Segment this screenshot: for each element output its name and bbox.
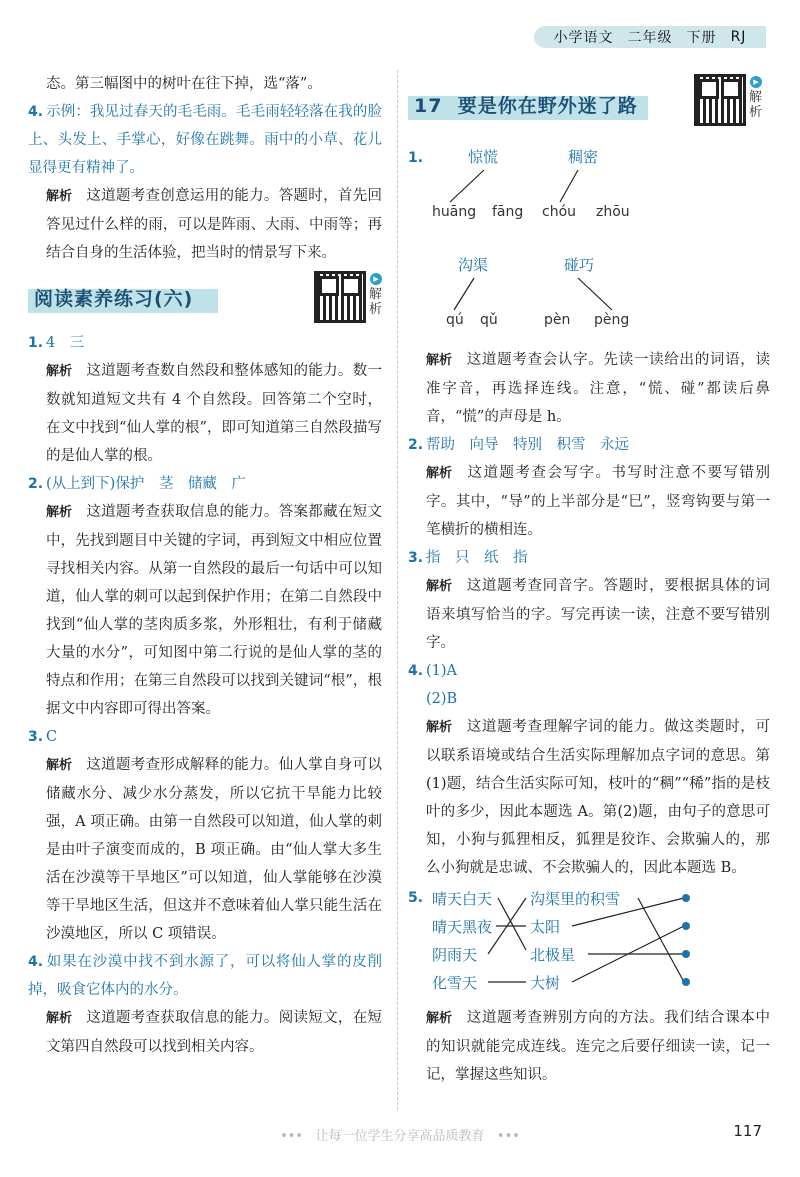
r-q3-answer-text: 指 只 纸 指: [426, 550, 528, 566]
page-number: 117: [733, 1122, 762, 1140]
match-line: [572, 898, 684, 926]
header-subject: 小学语文: [553, 30, 614, 46]
analysis-tag: 解析: [426, 353, 453, 368]
r-q5-number: 5.: [408, 890, 424, 906]
pinyin-3: chóu: [542, 204, 577, 220]
match-line: [450, 170, 484, 202]
q5-right-1: 沟渠里的积雪: [530, 890, 621, 908]
q2-number: 2.: [28, 476, 44, 492]
r-q3-number: 3.: [408, 550, 424, 566]
qr-code-icon[interactable]: [694, 74, 746, 126]
q1-matching: [408, 136, 770, 346]
play-icon: ▶: [370, 273, 382, 285]
q1-analysis-text: 这道题考查数自然段和整体感知的能力。数一数就知道短文共有 4 个自然段。回答第二个空时，在文中找到“仙人掌的根”，即可知道第三自然段描写的是仙人掌的根。: [46, 363, 382, 464]
q4-top-text: 示例：我见过春天的毛毛雨。毛毛雨轻轻落在我的脸上、头发上、手掌心，好像在跳舞。雨中的小草、花儿显得更有精神了。: [28, 104, 382, 176]
q5-match-lines: [408, 886, 770, 1004]
r-q1-analysis-text: 这道题考查会认字。先读一读给出的词语，读准字音，再选择连线。注意，“慌、碰”都读后鼻音，“慌”的声母是 h。: [426, 352, 770, 425]
r-q4-number: 4.: [408, 663, 424, 679]
analysis-tag: 解析: [426, 466, 453, 481]
pinyin-1: huāng: [432, 204, 477, 220]
match-line: [638, 898, 684, 982]
pinyin-6: qǔ: [480, 312, 498, 328]
q4-top-analysis: [28, 182, 382, 267]
analysis-tag: 解析: [426, 720, 453, 735]
q4-answer: [28, 948, 382, 1004]
analysis-tag: 解析: [46, 364, 73, 379]
q5-left-2: 晴天黑夜: [432, 918, 493, 936]
header-edition: RJ: [730, 29, 747, 45]
analysis-tag: 解析: [46, 1011, 73, 1026]
q4-number: 4.: [28, 954, 44, 970]
r-q3-answer: [408, 544, 770, 572]
right-column: [408, 70, 770, 1089]
q5-right-2: 太阳: [530, 918, 561, 936]
r-q2-analysis: [408, 459, 770, 544]
q2-answer-text: (从上到下)保护 茎 储藏 广: [46, 476, 246, 492]
r-q1-analysis: [408, 346, 770, 431]
match-line: [560, 170, 578, 202]
footer: [0, 1125, 800, 1144]
r-q2-number: 2.: [408, 437, 424, 453]
section-header: [28, 277, 382, 321]
r-q4-analysis-text: 这道题考查理解字词的能力。做这类题时，可以联系语境或结合生活实际理解加点字词的意思。第(1)题，结合生活实际可知，枝叶的“稠”“稀”指的是枝叶的多少，因此本题选 A。第(2)题，由句子的意思可知，小狗与狐狸相反，狐狸是狡诈、会欺骗人的，那么小狗就是忠诚、不会欺骗人的，因此本题选 B。: [426, 719, 770, 876]
q2-answer: [28, 470, 382, 498]
q3-answer: [28, 723, 382, 751]
match-dot: [682, 978, 690, 986]
q1-answer: [28, 329, 382, 357]
pinyin-7: pèn: [544, 312, 571, 328]
q4-top-answer: [28, 98, 382, 182]
q5-left-3: 阴雨天: [432, 946, 478, 964]
lesson-title-text: 要是你在野外迷了路: [457, 95, 638, 117]
left-column: [28, 70, 382, 1061]
q4-analysis-text: 这道题考查获取信息的能力。阅读短文，在短文第四自然段可以找到相关内容。: [46, 1010, 382, 1055]
q1-number: 1.: [28, 335, 44, 351]
qr-label: 解析: [369, 287, 383, 317]
q3-analysis-text: 这道题考查形成解释的能力。仙人掌自身可以储藏水分、减少水分蒸发，所以它抗干旱能力比较强，A 项正确。由第一自然段可以知道，仙人掌的刺是由叶子演变而成的，B 项正确。由“仙人掌大多生活在沙漠等干旱地区”可以知道，仙人掌能够在沙漠等干旱地区生活，但这并不意味着仙人掌只能生活在沙漠地区，所以 C 项错误。: [46, 757, 382, 942]
word-4: 碰巧: [564, 256, 595, 274]
qr-code-icon[interactable]: [314, 271, 366, 323]
r-q2-answer-text: 帮助 向导 特别 积雪 永远: [426, 437, 629, 453]
match-dot: [682, 950, 690, 958]
q4-analysis: [28, 1004, 382, 1061]
pinyin-5: qú: [446, 312, 464, 328]
lesson-header: [408, 78, 770, 128]
q5-matching: [408, 886, 770, 1004]
r-q2-answer: [408, 431, 770, 459]
q4-answer-text: 如果在沙漠中找不到水源了，可以将仙人掌的皮削掉，吸食它体内的水分。: [28, 954, 382, 998]
q5-left-4: 化雪天: [432, 974, 478, 992]
analysis-tag: 解析: [46, 505, 73, 520]
q1-analysis: [28, 357, 382, 470]
q5-right-4: 大树: [530, 974, 561, 992]
q3-number: 3.: [28, 729, 44, 745]
footer-slogan: 让每一位学生分享高品质教育: [315, 1129, 485, 1144]
r-q3-analysis-text: 这道题考查同音字。答题时，要根据具体的词语来填写恰当的字。写完再读一读，注意不要写错别字。: [426, 578, 770, 651]
header-term: 下册: [686, 30, 717, 46]
r-q4-answer2: (2)B: [426, 691, 458, 707]
word-3: 沟渠: [458, 256, 489, 274]
qr-label: 解析: [749, 90, 763, 120]
pinyin-2: fāng: [492, 204, 524, 220]
match-line: [578, 278, 612, 310]
column-divider: [397, 70, 398, 1110]
footer-dots-left: •••: [280, 1129, 304, 1144]
section-title: 阅读素养练习(六): [34, 288, 194, 310]
lesson-title: [414, 91, 638, 118]
r-q3-analysis: [408, 572, 770, 657]
analysis-tag: 解析: [426, 1011, 453, 1026]
header-bar: [534, 26, 766, 48]
analysis-tag: 解析: [426, 579, 453, 594]
play-icon: ▶: [750, 76, 762, 88]
r-q4-answer: [408, 657, 770, 685]
q1-number: 1.: [408, 150, 424, 166]
q3-analysis: [28, 751, 382, 948]
q2-analysis: [28, 498, 382, 723]
q1-match-lines: [408, 136, 770, 346]
q1-answer-text: 4 三: [46, 335, 85, 351]
r-q4-analysis: [408, 713, 770, 882]
pinyin-4: zhōu: [596, 204, 630, 220]
r-q2-analysis-text: 这道题考查会写字。书写时注意不要写错别字。其中，“导”的上半部分是“巳”，竖弯钩要与第一笔横折的横相连。: [426, 465, 770, 538]
r-q5-analysis-text: 这道题考查辨别方向的方法。我们结合课本中的知识就能完成连线。连完之后要仔细读一读，记一记，掌握这些知识。: [426, 1010, 770, 1083]
word-2: 稠密: [568, 148, 599, 166]
analysis-tag: 解析: [46, 758, 73, 773]
q4-top-number: 4.: [28, 104, 44, 120]
q2-analysis-text: 这道题考查获取信息的能力。答案都藏在短文中，先找到题目中关键的字词，再到短文中相应位置寻找相关内容。从第一自然段的最后一句话中可以知道，仙人掌的刺可以起到保护作用；在第二自然段中找到“仙人掌的茎肉质多浆，外形粗壮，有利于储藏大量的水分”，可知图中第二行说的是仙人掌的茎的特点和作用；在第三自然段可以找到关键词“根”，根据文中内容即可得出答案。: [46, 504, 382, 717]
q3-answer-text: C: [46, 729, 58, 745]
q5-right-3: 北极星: [530, 946, 576, 964]
word-1: 惊慌: [468, 148, 499, 166]
match-line: [498, 898, 526, 950]
analysis-tag: 解析: [46, 189, 73, 204]
q4-top-analysis-text: 这道题考查创意运用的能力。答题时，首先回答见过什么样的雨，可以是阵雨、大雨、中雨等；再结合自身的生活体验，把当时的情景写下来。: [46, 188, 382, 261]
r-q4-answer-2: [408, 685, 770, 713]
header-grade: 二年级: [627, 30, 673, 46]
match-dot: [682, 922, 690, 930]
lesson-number: 17: [414, 95, 443, 117]
pinyin-8: pèng: [594, 312, 630, 328]
match-dot: [682, 894, 690, 902]
q5-left-1: 晴天白天: [432, 890, 493, 908]
footer-dots-right: •••: [496, 1129, 520, 1144]
match-line: [454, 278, 474, 310]
left-top-line: 态。第三幅图中的树叶在往下掉，选“落”。: [46, 76, 322, 92]
r-q4-answer1: (1)A: [426, 663, 458, 679]
r-q5-analysis: [408, 1004, 770, 1089]
